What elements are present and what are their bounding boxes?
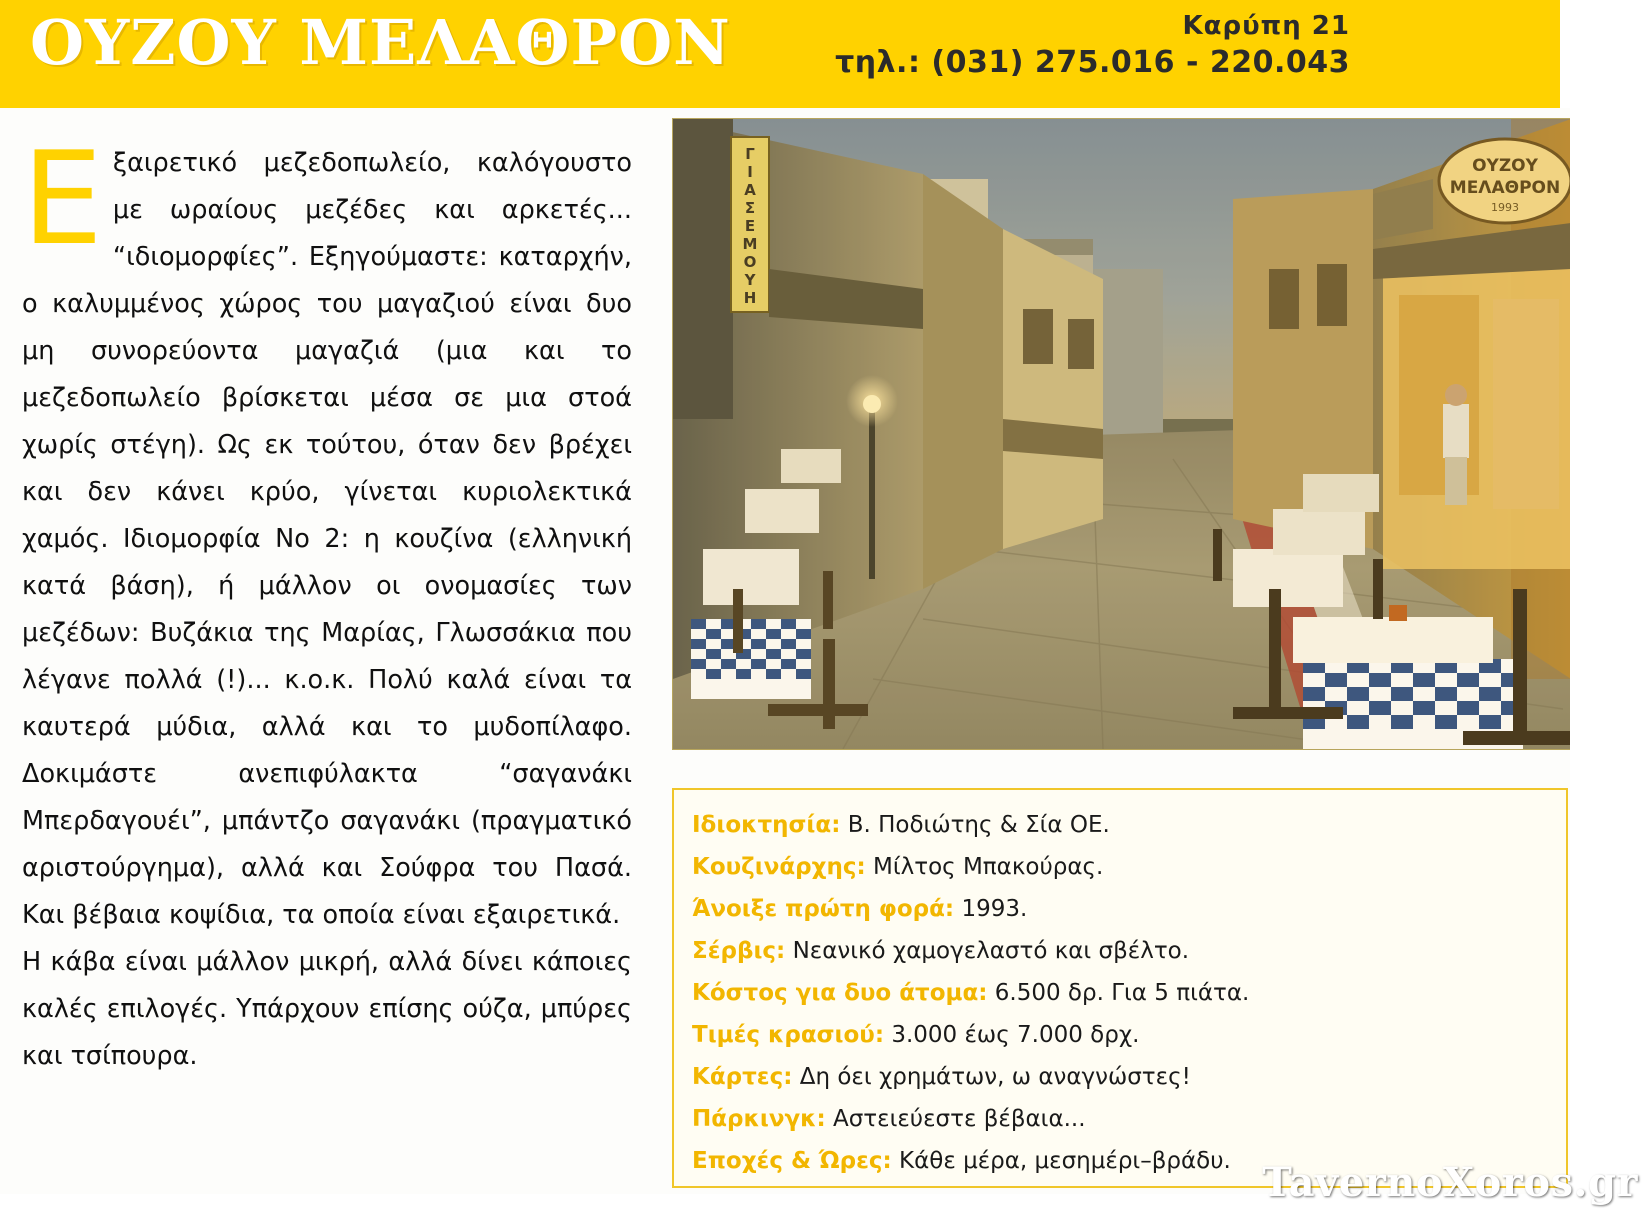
svg-text:Μ: Μ [742, 235, 758, 253]
info-value: Αστειεύεστε βέβαια... [833, 1106, 1086, 1132]
info-value: Δη όει χρημάτων, ω αναγνώστες! [799, 1064, 1191, 1090]
info-row [692, 1056, 1548, 1098]
info-row [692, 930, 1548, 972]
article-paragraph-2: Η κάβα είναι μάλλον μικρή, αλλά δίνει κάποιες καλές επιλογές. Υπάρχουν επίσης ούζα, μπύρες και τσίπουρα. [22, 947, 632, 1071]
svg-text:Υ: Υ [744, 271, 756, 289]
watermark: TavernoXoros.gr [1262, 1159, 1638, 1206]
info-label: Σέρβις: [692, 938, 786, 964]
info-value: 1993. [961, 896, 1028, 922]
info-value: Κάθε μέρα, μεσημέρι–βράδυ. [899, 1148, 1231, 1174]
svg-text:Ο: Ο [743, 253, 757, 271]
contact-block [835, 12, 1350, 80]
info-value: 3.000 έως 7.000 δρχ. [891, 1022, 1140, 1048]
svg-text:Ι: Ι [747, 163, 753, 181]
svg-text:Γ: Γ [745, 145, 755, 163]
info-label: Εποχές & Ώρες: [692, 1148, 892, 1174]
svg-text:Σ: Σ [744, 199, 756, 217]
svg-text:Ε: Ε [744, 217, 756, 235]
right-margin [1570, 0, 1652, 1210]
svg-text:ΜΕΛΑΘΡΟΝ: ΜΕΛΑΘΡΟΝ [1449, 178, 1561, 198]
info-row [692, 1098, 1548, 1140]
svg-text:1993: 1993 [1491, 201, 1519, 214]
header-band [0, 0, 1560, 108]
info-value: Β. Ποδιώτης & Σία ΟΕ. [847, 812, 1110, 838]
info-box [672, 788, 1568, 1188]
info-row [692, 888, 1548, 930]
article-text [22, 125, 632, 1080]
info-label: Κόστος για δυο άτομα: [692, 980, 988, 1006]
drop-cap: Ε [22, 125, 103, 274]
info-value: Νεανικό χαμογελαστό και σβέλτο. [792, 938, 1190, 964]
info-label: Πάρκινγκ: [692, 1106, 826, 1132]
info-label: Ιδιοκτησία: [692, 812, 841, 838]
address-line: Καρύπη 21 [1182, 11, 1350, 41]
article-paragraph-1: ξαιρετικό μεζεδοπωλείο, καλόγουστο με ωραίους μεζέδες και αρκετές... “ιδιομορφίες”. Εξηγούμαστε: καταρχήν, ο καλυμμένος χώρος του μαγαζιού είναι δυο μη συνορεύοντα μαγαζιά (μια και το μεζεδοπωλείο βρίσκεται μέσα σε μια στοά χωρίς στέγη). Ως εκ τούτου, όταν δεν βρέχει και δεν κάνει κρύο, γίνεται κυριολεκτικά χαμός. Ιδιομορφία Νο 2: η κουζίνα (ελληνική κατά βάση), ή μάλλον οι ονομασίες των μεζέδων: Βυζάκια της Μαρίας, Γλωσσάκια που λέγανε πολλά (!)... κ.ο.κ. Πολύ καλά είναι τα καυτερά μύδια, αλλά και το μυδοπίλαφο. Δοκιμάστε ανεπιφύλακτα “σαγανάκι Μπερδαγουέι”, μπάντζο σαγανάκι (πραγματικό αριστούργημα), αλλά και Σούφρα του Πασά. Και βέβαια κοψίδια, τα οποία είναι εξαιρετικά. [22, 148, 632, 930]
info-label: Κουζινάρχης: [692, 854, 866, 880]
info-label: Τιμές κρασιού: [692, 1022, 885, 1048]
svg-text:Η: Η [743, 289, 757, 307]
restaurant-photo [672, 118, 1572, 750]
info-row [692, 846, 1548, 888]
info-value: Μίλτος Μπακούρας. [873, 854, 1104, 880]
phone-line: τηλ.: (031) 275.016 - 220.043 [835, 44, 1350, 80]
info-label: Άνοιξε πρώτη φορά: [692, 896, 955, 922]
info-row [692, 804, 1548, 846]
svg-text:Α: Α [744, 181, 756, 199]
info-label: Κάρτες: [692, 1064, 793, 1090]
info-value: 6.500 δρ. Για 5 πιάτα. [994, 980, 1250, 1006]
page-title: ΟΥΖΟΥ ΜΕΛΑΘΡΟΝ [30, 6, 731, 79]
info-row [692, 1014, 1548, 1056]
info-row [692, 972, 1548, 1014]
svg-text:ΟΥΖΟΥ: ΟΥΖΟΥ [1472, 156, 1538, 176]
photo-illustration [673, 119, 1571, 749]
